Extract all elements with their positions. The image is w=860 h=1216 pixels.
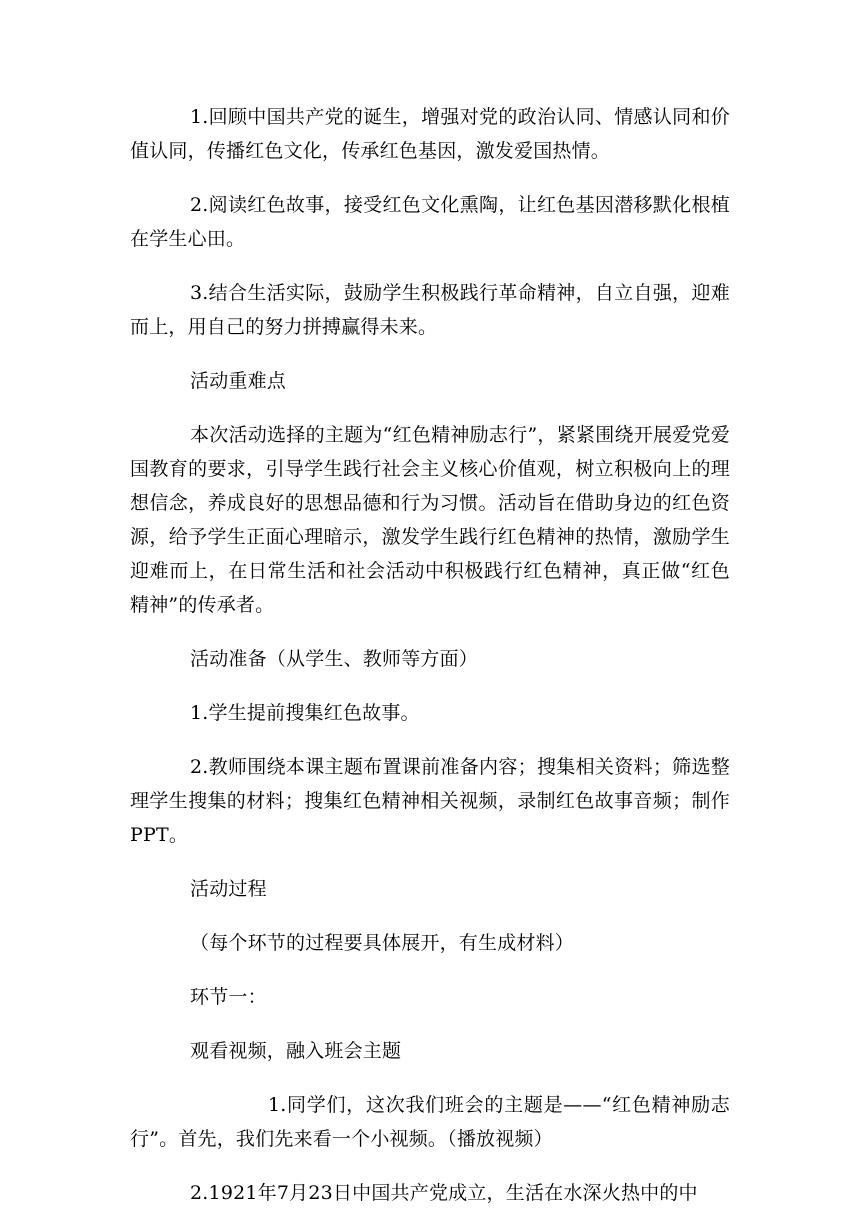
section-heading-key-points: 活动重难点 [190,370,287,392]
step-one-title: 观看视频，融入班会主题 [190,1040,402,1062]
goal-item-1: 1.回顾中国共产党的诞生，增强对党的政治认同、情感认同和价值认同，传播红色文化，传承红色基因，激发爱国热情。 [130,106,730,162]
step-one-heading: 环节一： [190,986,267,1008]
document-body [130,100,730,1210]
process-note: （每个环节的过程要具体展开，有生成材料） [190,932,575,954]
preparation-item-2: 2.教师围绕本课主题布置课前准备内容；搜集相关资料；筛选整理学生搜集的材料；搜集红色精神相关视频，录制红色故事音频；制作PPT。 [130,756,730,846]
goal-item-2: 2.阅读红色故事，接受红色文化熏陶，让红色基因潜移默化根植在学生心田。 [130,194,730,250]
step-one-item-1: 1.同学们，这次我们班会的主题是——“红色精神励志行”。首先，我们先来看一个小视频。（播放视频） [130,1094,730,1150]
step-one-item-2: 2.1921年7月23日中国共产党成立，生活在水深火热中的中 [190,1182,698,1204]
goal-item-3: 3.结合生活实际，鼓励学生积极践行革命精神，自立自强，迎难而上，用自己的努力拼搏赢得未来。 [130,282,730,338]
section-heading-preparation: 活动准备（从学生、教师等方面） [190,648,479,670]
preparation-item-1: 1.学生提前搜集红色故事。 [190,702,420,724]
key-points-paragraph: 本次活动选择的主题为“红色精神励志行”，紧紧围绕开展爱党爱国教育的要求，引导学生践行社会主义核心价值观，树立积极向上的理想信念，养成良好的思想品德和行为习惯。活动旨在借助身边的红色资源，给予学生正面心理暗示，激发学生践行红色精神的热情，激励学生迎难而上，在日常生活和社会活动中积极践行红色精神，真正做“红色精神”的传承者。 [130,424,730,616]
section-heading-process: 活动过程 [190,878,267,900]
